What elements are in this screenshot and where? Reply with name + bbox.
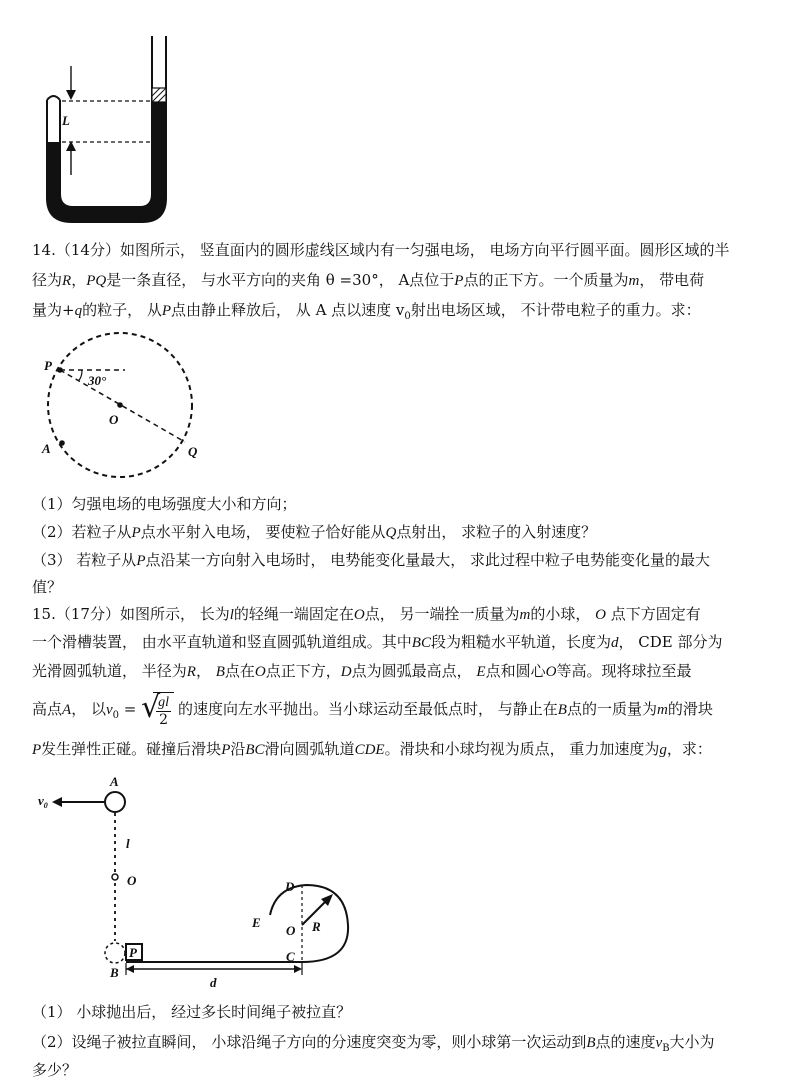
- label-O-pivot: O: [127, 873, 137, 888]
- label-D: D: [285, 879, 295, 894]
- label-B: B: [110, 965, 119, 980]
- label-v0: $v_0$: [38, 793, 48, 810]
- label-O-center: O: [286, 923, 296, 938]
- q14-line-1: 14.（14分）如图所示， 竖直面内的圆形虚线区域内有一匀强电场， 电场方向平行圆平面。圆形区域的半: [32, 241, 730, 259]
- circle-field-figure: [30, 340, 230, 490]
- q14-line-3: 量为+q的粒子， 从P点由静止释放后， 从 A 点以速度 $v_0$射出电场区域， 不计带电粒子的重力。求：: [32, 301, 701, 322]
- label-Q: Q: [188, 444, 198, 459]
- label-P: P: [44, 358, 52, 373]
- label-E: E: [252, 915, 261, 930]
- sqrt-expression: √ $\frac{gl}{2}$: [141, 692, 174, 728]
- q14-sub-3-cont: 值？: [32, 578, 63, 596]
- label-l: l: [126, 836, 130, 851]
- q14-sub-1: （1）匀强电场的电场强度大小和方向；: [32, 495, 297, 513]
- q14-line-2: 径为R，PQ是一条直径， 与水平方向的夹角 θ =30°， A点位于P点的正下方。一个质量为m， 带电荷: [32, 271, 705, 289]
- q15-line-4: 高点A， 以$v_0$ = √ $\frac{gl}{2}$ 的速度向左水平抛出。当小球运动至最低点时， 与静止在B点的一质量为m的滑块: [32, 690, 713, 728]
- pendulum-track-figure: [30, 775, 370, 995]
- u-tube-figure: [0, 0, 200, 240]
- label-R: R: [312, 919, 321, 934]
- q15-sub-1: （1） 小球抛出后， 经过多长时间绳子被拉直？: [32, 1003, 352, 1021]
- q15-line-5: P发生弹性正碰。碰撞后滑块P沿BC滑向圆弧轨道CDE。滑块和小球均视为质点， 重力加速度为g，求：: [32, 740, 712, 758]
- label-A-ball: A: [110, 774, 119, 789]
- q15-line-3: 光滑圆弧轨道， 半径为R， B点在O点正下方，D点为圆弧最高点， E点和圆心O等高。现将球拉至最: [32, 662, 692, 680]
- label-P-block: P: [129, 945, 137, 960]
- label-30deg: 30°: [88, 373, 107, 388]
- label-A: A: [42, 441, 51, 456]
- q15-sub-2: （2）设绳子被拉直瞬间， 小球沿绳子方向的分速度突变为零，则小球第一次运动到B点的速度$v_B$大小为: [32, 1033, 715, 1054]
- label-d: d: [210, 975, 217, 990]
- label-L: L: [62, 113, 70, 128]
- q14-sub-2: （2）若粒子从P点水平射入电场， 要使粒子恰好能从Q点射出， 求粒子的入射速度？: [32, 523, 597, 541]
- label-O: O: [109, 412, 119, 427]
- q15-sub-2-cont: 多少？: [32, 1061, 78, 1079]
- label-C: C: [286, 949, 295, 964]
- q15-line-2: 一个滑槽装置， 由水平直轨道和竖直圆弧轨道组成。其中BC段为粗糙水平轨道，长度为d， CDE 部分为: [32, 633, 723, 651]
- q15-line-1: 15.（17分）如图所示， 长为l的轻绳一端固定在O点， 另一端拴一质量为m的小球， O 点下方固定有: [32, 605, 701, 623]
- q14-sub-3: （3） 若粒子从P点沿某一方向射入电场时， 电势能变化量最大， 求此过程中粒子电势能变化量的最大: [32, 551, 711, 569]
